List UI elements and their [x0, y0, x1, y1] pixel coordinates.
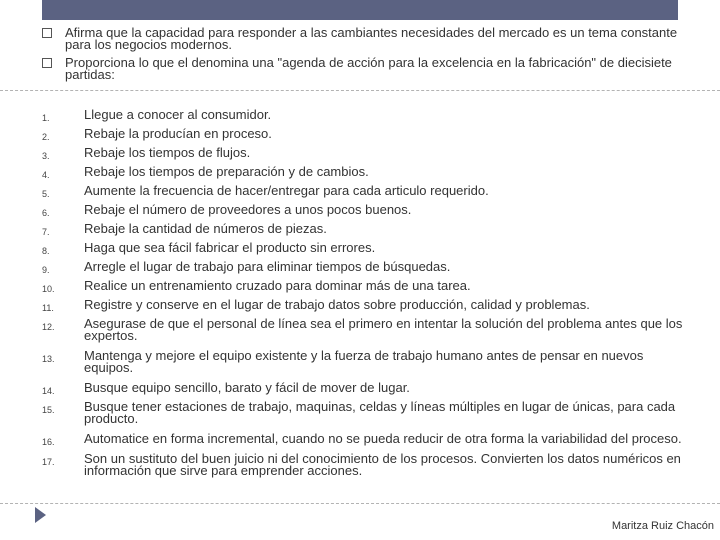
item-number: 15. [42, 405, 55, 415]
list-item [0, 317, 700, 349]
item-number: 5. [42, 189, 50, 199]
square-bullet-icon [42, 28, 52, 38]
list-item [0, 298, 700, 317]
item-text: Busque equipo sencillo, barato y fácil de mover de lugar. [84, 380, 410, 395]
item-number: 13. [42, 354, 55, 364]
item-text: Rebaje los tiempos de flujos. [84, 145, 251, 160]
item-text: Busque tener estaciones de trabajo, maquinas, celdas y líneas múltiples en lugar de únicas, para cada producto. [84, 399, 676, 426]
item-text: Registre y conserve en el lugar de trabajo datos sobre producción, calidad y problemas. [84, 297, 590, 312]
list-item [0, 146, 700, 165]
bullet-text: Proporciona lo que el denomina una "agenda de acción para la excelencia en la fabricación" de diecisiete partidas: [65, 55, 672, 82]
list-item [0, 184, 700, 203]
item-text: Mantenga y mejore el equipo existente y la fuerza de trabajo humano antes de pensar en nuevos equipos. [84, 348, 644, 375]
list-item [0, 165, 700, 184]
item-text: Rebaje la producían en proceso. [84, 126, 272, 141]
list-item [0, 381, 700, 400]
item-text: Automatice en forma incremental, cuando no se pueda reducir de otra forma la variabilidad del proceso. [84, 431, 682, 446]
intro-bullets [42, 27, 682, 87]
item-text: Rebaje los tiempos de preparación y de cambios. [84, 164, 369, 179]
item-text: Llegue a conocer al consumidor. [84, 107, 272, 122]
item-number: 1. [42, 113, 50, 123]
item-number: 6. [42, 208, 50, 218]
item-text: Haga que sea fácil fabricar el producto sin errores. [84, 240, 376, 255]
item-number: 8. [42, 246, 50, 256]
item-number: 2. [42, 132, 50, 142]
numbered-list [0, 108, 700, 484]
item-text: Son un sustituto del buen juicio ni del conocimiento de los procesos. Convierten los datos numéricos en información que sirve para emprender acciones. [84, 451, 681, 478]
item-number: 16. [42, 437, 55, 447]
list-item [0, 260, 700, 279]
item-text: Arregle el lugar de trabajo para eliminar tiempos de búsquedas. [84, 259, 451, 274]
bullet-item [42, 57, 682, 81]
item-text: Aumente la frecuencia de hacer/entregar para cada articulo requerido. [84, 183, 489, 198]
list-item [0, 127, 700, 146]
item-number: 3. [42, 151, 50, 161]
author-credit: Maritza Ruiz Chacón [611, 520, 714, 532]
item-text: Asegurase de que el personal de línea sea el primero en intentar la solución del problema antes que los expertos. [84, 316, 683, 343]
item-text: Realice un entrenamiento cruzado para dominar más de una tarea. [84, 278, 471, 293]
item-number: 7. [42, 227, 50, 237]
bullet-text: Afirma que la capacidad para responder a las cambiantes necesidades del mercado es un tema constante para los negocios modernos. [65, 25, 678, 52]
list-item [0, 222, 700, 241]
footer-divider [0, 503, 720, 504]
next-slide-arrow-icon[interactable] [35, 507, 46, 523]
item-text: Rebaje la cantidad de números de piezas. [84, 221, 327, 236]
item-number: 9. [42, 265, 50, 275]
item-number: 14. [42, 386, 55, 396]
title-bar [42, 0, 678, 20]
list-item [0, 241, 700, 260]
section-divider [0, 90, 720, 91]
item-text: Rebaje el número de proveedores a unos pocos buenos. [84, 202, 412, 217]
list-item [0, 279, 700, 298]
item-number: 4. [42, 170, 50, 180]
list-item [0, 108, 700, 127]
list-item [0, 452, 700, 484]
list-item [0, 432, 700, 452]
item-number: 17. [42, 457, 55, 467]
bullet-item [42, 27, 682, 51]
list-item [0, 400, 700, 432]
list-item [0, 203, 700, 222]
item-number: 12. [42, 322, 55, 332]
item-number: 11. [42, 303, 54, 313]
square-bullet-icon [42, 58, 52, 68]
item-number: 10. [42, 284, 55, 294]
list-item [0, 349, 700, 381]
